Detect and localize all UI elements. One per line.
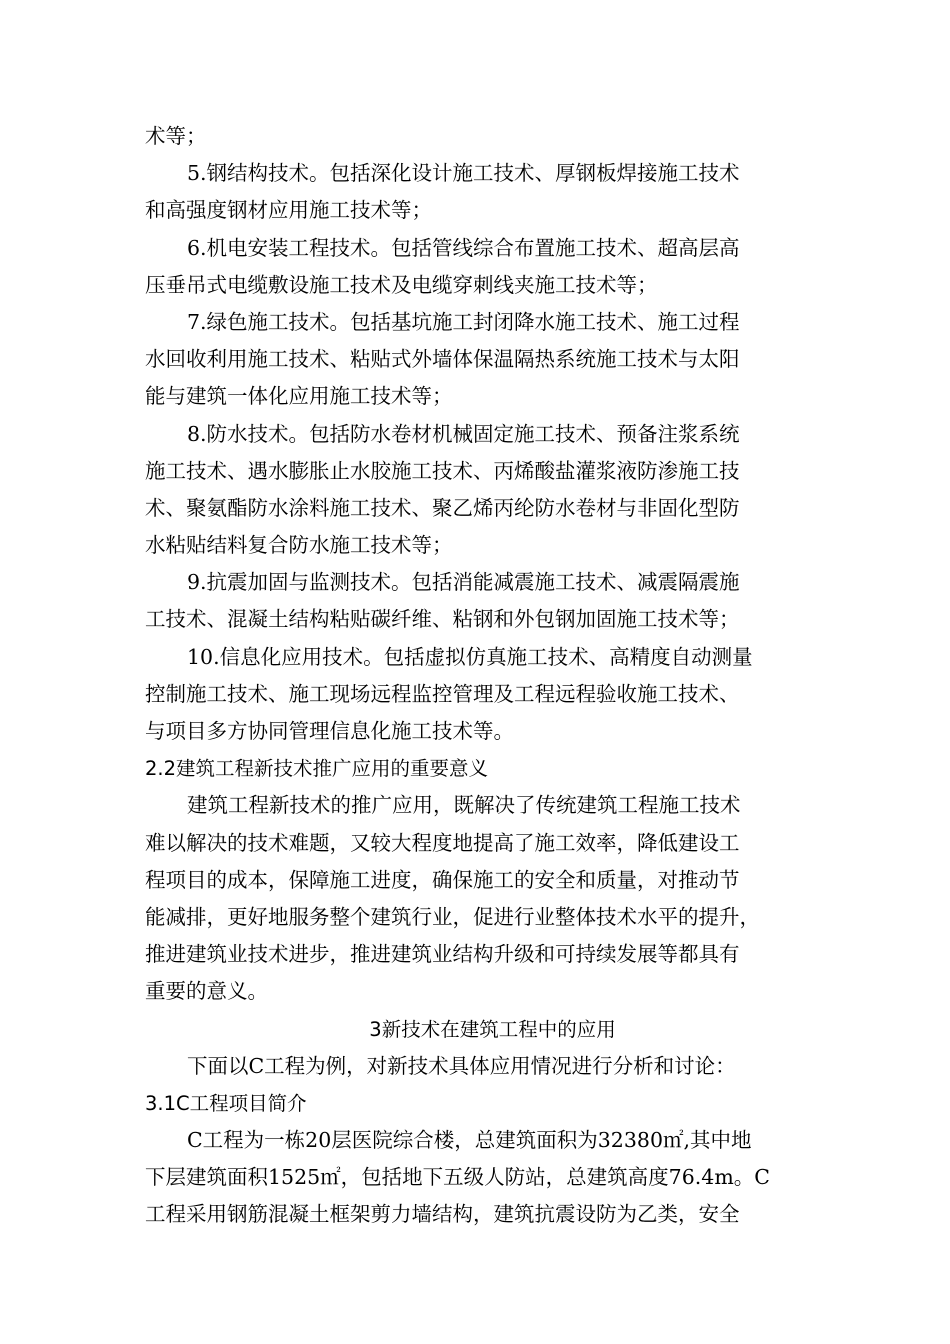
chapter-heading-3: 3新技术在建筑工程中的应用 — [369, 1017, 616, 1041]
paragraph-start: 下面以C工程为例，对新技术具体应用情况进行分析和讨论： — [187, 1053, 736, 1078]
section-heading-2-2: 2.2建筑工程新技术推广应用的重要意义 — [145, 757, 489, 781]
text-line: 能减排，更好地服务整个建筑行业，促进行业整体技术水平的提升， — [145, 904, 760, 929]
list-item-waterproofing: 8.防水技术。包括防水卷材机械固定施工技术、预备注浆系统 — [187, 421, 740, 446]
text-line: 控制施工技术、施工现场远程监控管理及工程远程验收施工技术、 — [145, 681, 740, 706]
list-item-green-construction: 7.绿色施工技术。包括基坑施工封闭降水施工技术、施工过程 — [187, 309, 740, 334]
text-line: 程项目的成本，保障施工进度，确保施工的安全和质量，对推动节 — [145, 867, 740, 892]
paragraph-start: C工程为一栋20层医院综合楼，总建筑面积为32380㎡,其中地 — [187, 1128, 752, 1153]
text-line: 推进建筑业技术进步，推进建筑业结构升级和可持续发展等都具有 — [145, 942, 740, 967]
text-line: 工技术、混凝土结构粘贴碳纤维、粘钢和外包钢加固施工技术等； — [145, 607, 740, 632]
text-line: 水粘贴结料复合防水施工技术等； — [145, 533, 453, 558]
text-line: 难以解决的技术难题，又较大程度地提高了施工效率，降低建设工 — [145, 830, 740, 855]
list-item-seismic: 9.抗震加固与监测技术。包括消能减震施工技术、减震隔震施 — [187, 570, 740, 595]
list-item-steel-structure: 5.钢结构技术。包括深化设计施工技术、厚钢板焊接施工技术 — [187, 161, 740, 186]
text-line: 能与建筑一体化应用施工技术等； — [145, 384, 453, 409]
text-line: 压垂吊式电缆敷设施工技术及电缆穿刺线夹施工技术等； — [145, 272, 658, 297]
list-item-informatization: 10.信息化应用技术。包括虚拟仿真施工技术、高精度自动测量 — [187, 644, 753, 669]
text-line: 术等； — [145, 124, 207, 148]
text-line: 重要的意义。 — [145, 979, 268, 1004]
text-line: 施工技术、遇水膨胀止水胶施工技术、丙烯酸盐灌浆液防渗施工技 — [145, 458, 740, 483]
text-line: 与项目多方协同管理信息化施工技术等。 — [145, 719, 514, 743]
list-item-mep-installation: 6.机电安装工程技术。包括管线综合布置施工技术、超高层高 — [187, 235, 740, 260]
section-heading-3-1: 3.1C工程项目简介 — [145, 1091, 307, 1115]
text-line: 下层建筑面积1525㎡，包括地下五级人防站，总建筑高度76.4m。C — [145, 1165, 770, 1190]
paragraph-start: 建筑工程新技术的推广应用，既解决了传统建筑工程施工技术 — [187, 793, 741, 818]
text-line: 水回收利用施工技术、粘贴式外墙体保温隔热系统施工技术与太阳 — [145, 347, 740, 372]
text-line: 工程采用钢筋混凝土框架剪力墙结构，建筑抗震设防为乙类，安全 — [145, 1202, 740, 1227]
text-line: 和高强度钢材应用施工技术等； — [145, 198, 432, 223]
text-line: 术、聚氨酯防水涂料施工技术、聚乙烯丙纶防水卷材与非固化型防 — [145, 495, 740, 520]
document-page — [145, 118, 810, 1234]
